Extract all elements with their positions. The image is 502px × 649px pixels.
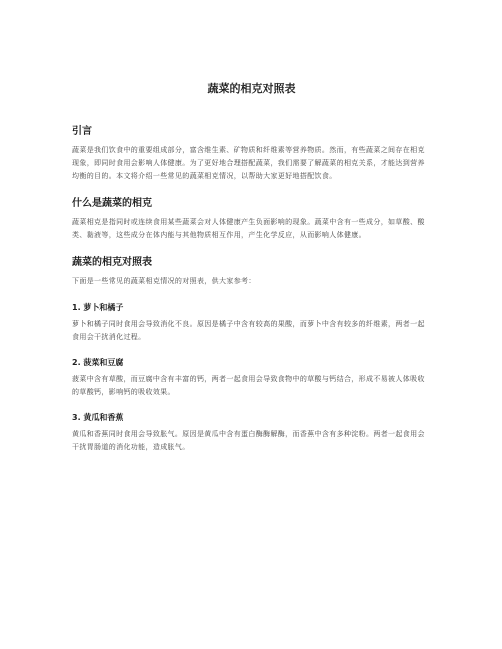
document-title: 蔬菜的相克对照表 [207, 82, 296, 95]
intro-heading: 引言 [72, 126, 92, 137]
table-intro-paragraph: 下面是一些常见的蔬菜相克情况的对照表，供大家参考： [72, 277, 256, 285]
item-2-paragraph: 菠菜中含有草酸，而豆腐中含有丰富的钙，两者一起食用会导致食物中的草酸与钙结合，形成不易被人体吸收的草酸钙，影响钙的吸收效果。 [72, 375, 425, 396]
item-1-heading: 1. 萝卜和橘子 [72, 303, 124, 312]
definition-paragraph: 蔬菜相克是指同时或连续食用某些蔬菜会对人体健康产生负面影响的现象。蔬菜中含有一些成分，如草酸、酸类、黏液等，这些成分在体内能与其他物质相互作用，产生化学反应，从而影响人体健康。 [72, 218, 425, 239]
item-3-paragraph: 黄瓜和香蕉同时食用会导致胀气。原因是黄瓜中含有蛋白酶酶解酶，而香蕉中含有多种淀粉。两者一起食用会干扰胃肠道的消化功能，造成胀气。 [72, 430, 425, 451]
definition-heading: 什么是蔬菜的相克 [72, 198, 152, 209]
item-2-heading: 2. 菠菜和豆腐 [72, 358, 124, 367]
item-3-heading: 3. 黄瓜和香蕉 [72, 413, 124, 422]
table-heading: 蔬菜的相克对照表 [72, 257, 152, 268]
intro-paragraph: 蔬菜是我们饮食中的重要组成部分，富含维生素、矿物质和纤维素等营养物质。然而，有些蔬菜之间存在相克现象，即同时食用会影响人体健康。为了更好地合理搭配蔬菜，我们需要了解蔬菜的相克关系，才能达到营养均衡的目的。本文将介绍一些常见的蔬菜相克情况，以帮助大家更好地搭配饮食。 [72, 146, 425, 180]
item-1-paragraph: 萝卜和橘子同时食用会导致消化不良。原因是橘子中含有较高的果酸，而萝卜中含有较多的纤维素，两者一起食用会干扰消化过程。 [72, 320, 425, 341]
